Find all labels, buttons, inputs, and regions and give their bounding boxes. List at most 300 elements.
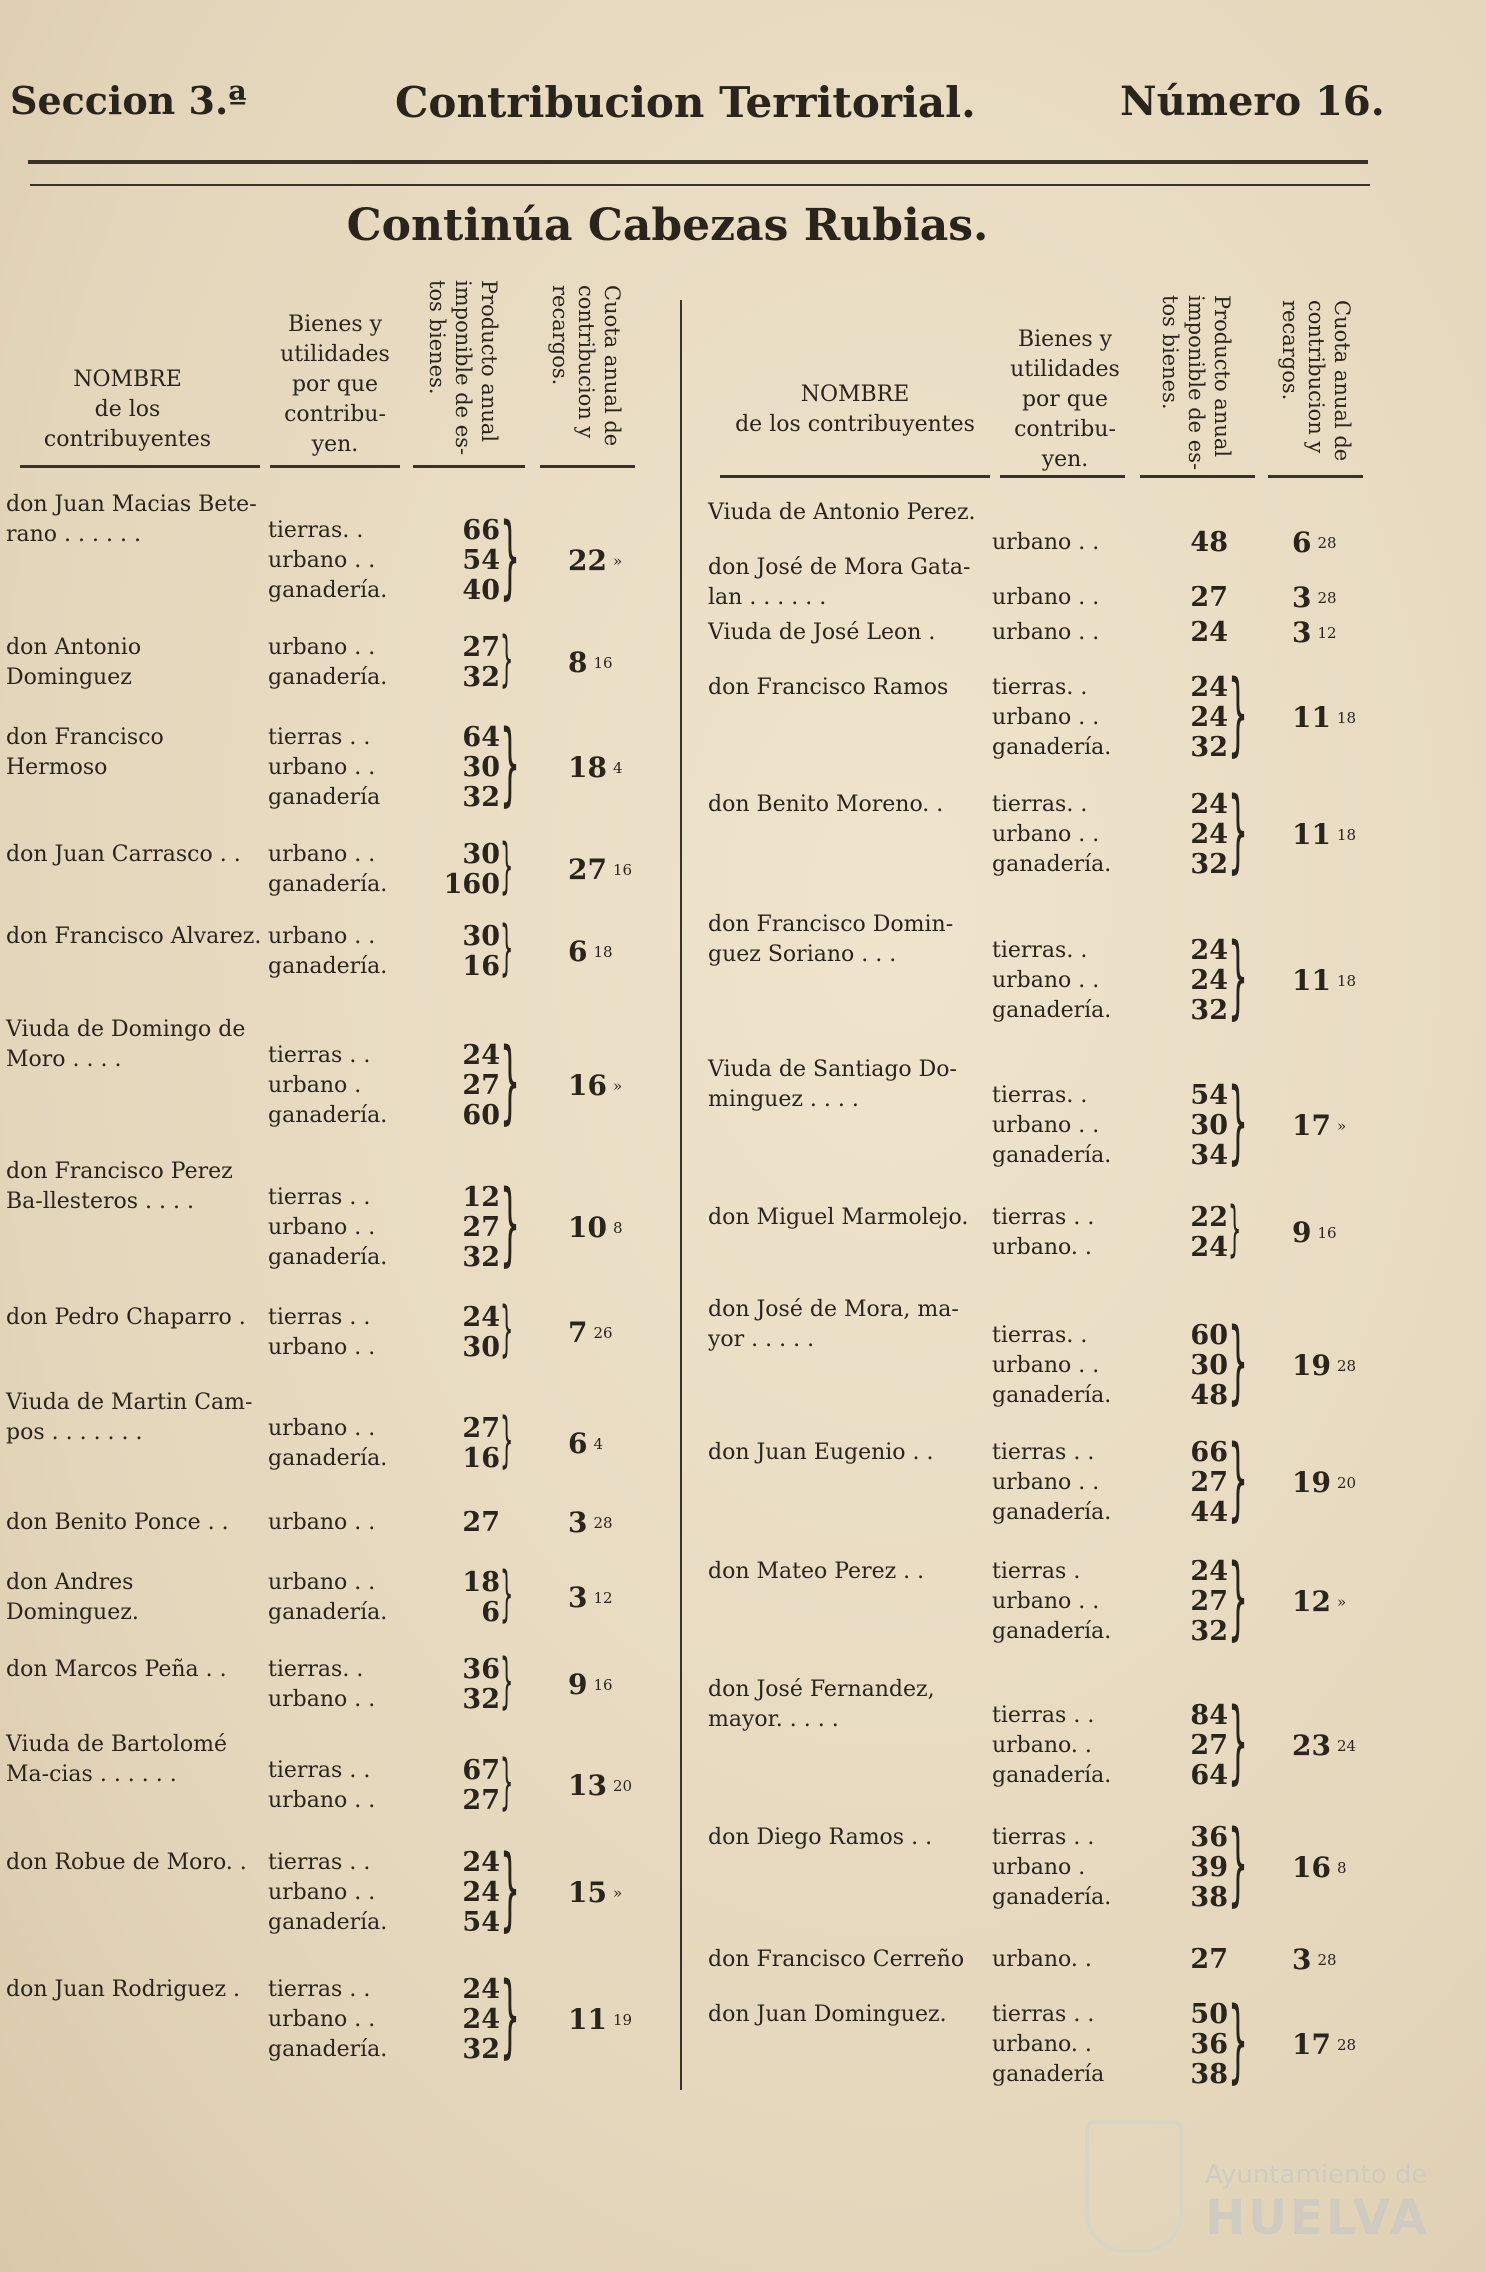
producto-value: 39	[1190, 1852, 1228, 1883]
bienes-type: urbano . .	[992, 530, 1100, 555]
contributor-name: don Diego Ramos . .	[708, 1825, 933, 1850]
producto-value: 54	[1190, 1079, 1228, 1111]
brace-icon: }	[500, 1404, 514, 1475]
bienes-type: urbano . .	[268, 635, 376, 660]
contributor-name: don Andres Dominguez.	[6, 1570, 139, 1625]
brace-icon: }	[500, 913, 514, 983]
producto-value: 27	[462, 1211, 500, 1243]
cuota-value	[568, 1318, 613, 1348]
bienes-type: tierras . .	[992, 1825, 1095, 1850]
cuota-fraction: 28	[1336, 2036, 1357, 2054]
bienes-type: urbano . .	[268, 842, 376, 867]
cuota-main: 3	[568, 1581, 588, 1614]
bienes-type: urbano . .	[268, 1214, 376, 1240]
bienes-type: tierras. .	[992, 792, 1088, 817]
producto-value: 30	[462, 752, 500, 783]
cuota-value	[1292, 1468, 1356, 1498]
bienes-type: ganadería.	[268, 1600, 388, 1625]
bienes-type: ganadería.	[992, 997, 1112, 1023]
bienes-type: ganadería.	[268, 665, 388, 690]
producto-value: 27	[462, 1784, 500, 1816]
cuota-value	[568, 1068, 623, 1102]
producto-value: 22	[1190, 1202, 1228, 1233]
brace-icon: }	[1228, 1688, 1249, 1794]
cuota-main: 15	[568, 1876, 607, 1909]
cuota-fraction: 4	[612, 759, 623, 777]
subtitle: Continúa Cabezas Rubias.	[346, 200, 989, 251]
cuota-value	[568, 1670, 613, 1700]
brace-icon: }	[1228, 1811, 1249, 1916]
contributor-name: don Francisco Cerreño	[708, 1947, 965, 1972]
cuota-fraction: 28	[1317, 589, 1337, 607]
cuota-fraction: 16	[1317, 1224, 1337, 1242]
cuota-value	[1292, 618, 1337, 648]
producto-value: 44	[1190, 1497, 1228, 1528]
bienes-type: tierras .	[992, 1559, 1081, 1584]
header-rule	[28, 160, 1368, 164]
producto-value: 24	[462, 1039, 500, 1071]
bienes-type: urbano .	[992, 1855, 1086, 1880]
header-nombre-left	[10, 365, 245, 455]
cuota-main: 27	[568, 853, 607, 886]
producto-value: 32	[462, 1684, 500, 1715]
bienes-type: urbano . .	[268, 1335, 376, 1360]
producto-value: 27	[462, 1507, 500, 1538]
contributor-name: don José de Mora Gata-lan . . . . . .	[708, 555, 971, 610]
cuota-fraction: 12	[1317, 624, 1337, 642]
producto-value: 27	[462, 632, 500, 663]
contributor-name: don Benito Moreno. .	[708, 792, 944, 817]
bienes-type: urbano . .	[992, 1470, 1100, 1495]
cuota-fraction: 28	[1336, 1356, 1357, 1375]
cuota-value	[568, 2005, 632, 2035]
bienes-type: urbano . .	[268, 1880, 376, 1905]
cuota-main: 9	[1292, 1216, 1312, 1249]
cuota-value	[568, 1583, 613, 1613]
producto-value: 27	[1190, 1586, 1228, 1617]
cuota-value	[1292, 1108, 1347, 1142]
cuota-value	[568, 753, 623, 783]
producto-value: 66	[462, 514, 500, 546]
cuota-value	[568, 1768, 633, 1802]
producto-value: 32	[462, 662, 500, 693]
cuota-value	[1292, 583, 1337, 613]
producto-value: 32	[462, 782, 500, 813]
cuota-fraction: 28	[1317, 1951, 1337, 1969]
contributor-name: don Mateo Perez . .	[708, 1559, 925, 1584]
producto-value: 36	[1190, 1822, 1228, 1853]
brace-icon: }	[1228, 1308, 1249, 1414]
producto-value: 24	[1190, 702, 1228, 733]
bienes-type: urbano. .	[992, 1947, 1092, 1972]
cuota-fraction: 26	[593, 1324, 613, 1342]
contributor-name: don Juan Carrasco . .	[6, 842, 241, 867]
bienes-type: urbano . .	[268, 924, 376, 949]
cuota-main: 6	[1292, 526, 1312, 559]
brace-icon: }	[1228, 1194, 1242, 1264]
watermark-seal-icon	[1085, 2120, 1183, 2253]
header-underline	[720, 475, 990, 478]
cuota-main: 17	[1292, 2028, 1331, 2061]
cuota-value	[1292, 1218, 1337, 1248]
cuota-main: 3	[1292, 1943, 1312, 1976]
bienes-type: tierras . .	[268, 1977, 371, 2002]
contributor-name: don Marcos Peña . .	[6, 1657, 227, 1682]
cuota-fraction: 8	[612, 1218, 623, 1237]
cuota-value	[568, 1878, 622, 1908]
cuota-main: 11	[1292, 963, 1331, 997]
brace-icon: }	[500, 1028, 521, 1134]
cuota-fraction: 28	[1317, 534, 1337, 552]
contributor-name: don Juan Dominguez.	[708, 2002, 947, 2027]
cuota-main: 16	[1292, 1851, 1331, 1884]
cuota-fraction: 12	[593, 1589, 613, 1607]
cuota-main: 23	[1292, 1728, 1331, 1762]
producto-value: 32	[1190, 1616, 1228, 1647]
bienes-type: urbano . .	[268, 2007, 376, 2032]
producto-value: 34	[1190, 1139, 1228, 1171]
cuota-main: 6	[568, 935, 588, 968]
producto-value: 24	[1190, 1232, 1228, 1263]
cuota-fraction: 28	[593, 1514, 613, 1532]
bienes-type: ganadería.	[268, 1910, 388, 1935]
producto-value: 6	[481, 1597, 500, 1628]
cuota-main: 11	[1292, 818, 1331, 851]
bienes-type: urbano . .	[992, 822, 1100, 847]
cuota-main: 13	[568, 1768, 607, 1802]
bienes-type: tierras . .	[268, 1757, 371, 1783]
producto-value: 60	[1190, 1319, 1228, 1351]
producto-value: 36	[462, 1654, 500, 1685]
bienes-type: tierras . .	[992, 1440, 1095, 1465]
producto-value: 160	[443, 869, 500, 900]
bienes-type: tierras. .	[268, 517, 364, 543]
bienes-type: ganadería.	[992, 1500, 1112, 1525]
producto-value: 12	[462, 1181, 500, 1213]
brace-icon: }	[500, 1963, 521, 2068]
cuota-fraction: 20	[1336, 1474, 1357, 1492]
producto-value: 48	[1190, 527, 1228, 558]
bienes-type: tierras . .	[268, 1305, 371, 1330]
bienes-type: urbano. .	[992, 1732, 1092, 1758]
contributor-name: Viuda de Domingo de Moro . . . .	[6, 1017, 246, 1072]
producto-value: 67	[462, 1754, 500, 1786]
producto-value: 32	[1190, 994, 1228, 1026]
cuota-fraction: 20	[612, 1776, 633, 1795]
brace-icon: }	[500, 1746, 514, 1817]
producto-value: 27	[1190, 582, 1228, 613]
producto-value: 24	[462, 2004, 500, 2035]
bienes-type: urbano . .	[992, 705, 1100, 730]
cuota-main: 18	[568, 751, 607, 784]
bienes-type: tierras . .	[992, 2002, 1095, 2027]
header-underline	[413, 465, 525, 468]
cuota-main: 19	[1292, 1348, 1331, 1382]
header-underline	[20, 465, 260, 468]
brace-icon: }	[1228, 1068, 1249, 1174]
producto-value: 16	[462, 1442, 500, 1474]
cuota-fraction: 18	[593, 943, 613, 961]
bienes-type: tierras . .	[268, 1850, 371, 1875]
brace-icon: }	[500, 503, 521, 609]
cuota-value	[568, 937, 613, 967]
cuota-value	[1292, 1728, 1357, 1762]
cuota-main: 3	[1292, 616, 1312, 649]
contributor-name: Viuda de Santiago Do-minguez . . . .	[708, 1057, 957, 1112]
producto-value: 36	[1190, 2029, 1228, 2060]
producto-value: 24	[1190, 964, 1228, 996]
cuota-fraction: 4	[593, 1434, 604, 1453]
cuota-fraction: 16	[593, 1676, 613, 1694]
producto-value: 27	[1190, 1729, 1228, 1761]
header-rule-thin	[30, 184, 1370, 186]
cuota-main: 19	[1292, 1466, 1331, 1499]
cuota-main: 3	[1292, 581, 1312, 614]
bienes-type: ganadería.	[268, 954, 388, 979]
bienes-type: urbano . .	[268, 1570, 376, 1595]
bienes-type: urbano . .	[992, 1589, 1100, 1614]
brace-icon: }	[500, 711, 521, 816]
cuota-main: 12	[1292, 1585, 1331, 1618]
header-cuota-left: Cuota anual de contribucion y recargos.	[548, 285, 624, 447]
bienes-type: ganadería.	[992, 852, 1112, 877]
cuota-value	[568, 1508, 613, 1538]
cuota-value	[568, 543, 623, 577]
producto-value: 66	[1190, 1437, 1228, 1468]
cuota-fraction: 8	[1336, 1859, 1347, 1877]
header-nombre-right	[720, 380, 990, 440]
cuota-fraction: »	[612, 1076, 623, 1095]
contributor-name: Viuda de Bartolomé Ma-cias . . . . . .	[6, 1732, 228, 1787]
bienes-type: tierras. .	[992, 937, 1088, 963]
section-label: Seccion 3.ª	[10, 78, 247, 123]
cuota-main: 11	[1292, 701, 1331, 734]
cuota-fraction: 16	[612, 861, 633, 879]
cuota-main: 8	[568, 646, 588, 679]
header-bienes-left: Bienes y utilidades por que contribu-yen.	[280, 312, 390, 457]
contributor-name: don Francisco Perez Ba-llesteros . . . .	[6, 1159, 233, 1214]
brace-icon: }	[1228, 923, 1249, 1029]
contributor-name: don Robue de Moro. .	[6, 1850, 247, 1875]
bienes-type: tierras . .	[992, 1702, 1095, 1728]
producto-value: 50	[1190, 1999, 1228, 2030]
producto-value: 54	[462, 544, 500, 576]
cuota-fraction: 18	[1336, 826, 1357, 844]
bienes-type: ganadería.	[268, 1244, 388, 1270]
contributor-name: don José de Mora, ma-yor . . . . .	[708, 1297, 959, 1352]
contributor-name: Viuda de José Leon .	[708, 620, 936, 645]
cuota-main: 16	[568, 1068, 607, 1102]
cuota-value	[568, 648, 613, 678]
cuota-value	[568, 855, 632, 885]
brace-icon: }	[1228, 1426, 1249, 1531]
contributor-name: don Francisco Hermoso	[6, 725, 164, 780]
producto-value: 24	[462, 1877, 500, 1908]
bienes-type: ganadería.	[268, 1102, 388, 1128]
brace-icon: }	[500, 831, 514, 901]
bienes-type: urbano . .	[992, 1352, 1100, 1378]
bienes-type: ganadería.	[992, 735, 1112, 760]
contributor-name: Viuda de Martin Cam-pos . . . . . . .	[6, 1390, 253, 1445]
bienes-type: ganadería	[268, 785, 381, 810]
bienes-type: urbano . .	[268, 1415, 376, 1441]
bienes-type: ganadería	[992, 2062, 1105, 2087]
producto-value: 30	[462, 1332, 500, 1363]
brace-icon: }	[1228, 661, 1249, 766]
bienes-type: ganadería.	[992, 1382, 1112, 1408]
contributor-name: don Francisco Domin-guez Soriano . . .	[708, 912, 954, 967]
brace-icon: }	[500, 624, 514, 694]
producto-value: 27	[1190, 1944, 1228, 1975]
contributor-name: don Francisco Ramos	[708, 675, 949, 700]
cuota-value	[1292, 2030, 1356, 2060]
bienes-type: tierras. .	[268, 1657, 364, 1682]
header-underline	[270, 465, 400, 468]
producto-value: 38	[1190, 1882, 1228, 1913]
contributor-name: don Miguel Marmolejo.	[708, 1205, 969, 1230]
header-nombre-title: NOMBRE	[73, 367, 182, 392]
header-cuota-right: Cuota anual de contribucion y recargos.	[1278, 300, 1354, 462]
cuota-main: 7	[568, 1316, 588, 1349]
cuota-value	[568, 1210, 623, 1244]
cuota-fraction: »	[612, 1884, 623, 1902]
watermark-small: Ayuntamiento de	[1205, 2160, 1428, 2190]
contributor-name: don José Fernandez, mayor. . . . .	[708, 1677, 935, 1732]
producto-value: 32	[1190, 849, 1228, 880]
producto-value: 48	[1190, 1379, 1228, 1411]
bienes-type: ganadería.	[992, 1885, 1112, 1910]
producto-value: 64	[462, 722, 500, 753]
brace-icon: }	[500, 1294, 514, 1364]
producto-value: 60	[462, 1099, 500, 1131]
cuota-value	[1292, 703, 1356, 733]
header-underline	[1268, 475, 1363, 478]
bienes-type: urbano . .	[992, 1112, 1100, 1138]
watermark-big: HUELVA	[1205, 2190, 1430, 2246]
bienes-type: urbano . .	[992, 620, 1100, 645]
producto-value: 32	[462, 1241, 500, 1273]
cuota-value	[1292, 528, 1337, 558]
producto-value: 27	[462, 1412, 500, 1444]
cuota-fraction: 16	[593, 654, 613, 672]
contributor-name: don Francisco Alvarez.	[6, 924, 262, 949]
brace-icon: }	[500, 1559, 514, 1629]
cuota-main: 3	[568, 1506, 588, 1539]
producto-value: 24	[1190, 1556, 1228, 1587]
page-title: Contribucion Territorial.	[395, 78, 976, 127]
producto-value: 84	[1190, 1699, 1228, 1731]
producto-value: 54	[462, 1907, 500, 1938]
producto-value: 24	[462, 1974, 500, 2005]
cuota-value	[1292, 1587, 1346, 1617]
cuota-main: 10	[568, 1210, 607, 1244]
producto-value: 24	[1190, 672, 1228, 703]
header-nombre-sub: de los contribuyentes	[43, 397, 212, 452]
header-underline	[1000, 475, 1125, 478]
contributor-name: don Benito Ponce . .	[6, 1510, 229, 1535]
header-underline	[1140, 475, 1255, 478]
bienes-type: urbano .	[268, 1072, 362, 1098]
contributor-name: don Juan Rodriguez .	[6, 1977, 241, 2002]
producto-value: 30	[1190, 1349, 1228, 1381]
producto-value: 40	[462, 574, 500, 606]
bienes-type: tierras . .	[268, 1042, 371, 1068]
bienes-type: ganadería.	[268, 872, 388, 897]
cuota-main: 11	[568, 2003, 607, 2036]
bienes-type: urbano . .	[268, 547, 376, 573]
bienes-type: urbano . .	[268, 755, 376, 780]
producto-value: 16	[462, 951, 500, 982]
bienes-type: urbano . .	[992, 585, 1100, 610]
cuota-fraction: »	[612, 551, 623, 570]
header-producto-left: Producto anual imponible de es-tos bienes.	[425, 280, 501, 456]
producto-value: 24	[462, 1847, 500, 1878]
bienes-type: tierras. .	[992, 675, 1088, 700]
cuota-fraction: 18	[1336, 971, 1357, 990]
contributor-name: don Antonio Dominguez	[6, 635, 142, 690]
cuota-fraction: »	[1336, 1593, 1347, 1611]
page-number: Número 16.	[1120, 78, 1385, 125]
cuota-main: 9	[568, 1668, 588, 1701]
brace-icon: }	[500, 1170, 521, 1276]
producto-value: 18	[462, 1567, 500, 1598]
cuota-fraction: 24	[1336, 1736, 1357, 1755]
cuota-value	[1292, 1348, 1357, 1382]
bienes-type: tierras . .	[268, 725, 371, 750]
bienes-type: urbano. .	[992, 2032, 1092, 2057]
producto-value: 30	[462, 839, 500, 870]
brace-icon: }	[1228, 1545, 1249, 1650]
producto-value: 24	[1190, 789, 1228, 820]
brace-icon: }	[500, 1836, 521, 1941]
cuota-value	[568, 1426, 604, 1460]
column-divider	[680, 300, 682, 2090]
brace-icon: }	[1228, 1988, 1249, 2093]
producto-value: 27	[462, 1069, 500, 1101]
contributor-name: don Pedro Chaparro .	[6, 1305, 246, 1330]
producto-value: 24	[1190, 934, 1228, 966]
producto-value: 32	[1190, 732, 1228, 763]
cuota-main: 17	[1292, 1108, 1331, 1142]
producto-value: 24	[1190, 819, 1228, 850]
bienes-type: urbano . .	[268, 1687, 376, 1712]
contributor-name: Viuda de Antonio Perez.	[708, 500, 976, 525]
cuota-fraction: 19	[612, 2011, 633, 2029]
bienes-type: tierras . .	[992, 1205, 1095, 1230]
bienes-type: urbano . .	[268, 1787, 376, 1813]
producto-value: 24	[1190, 617, 1228, 648]
bienes-type: ganadería.	[992, 1762, 1112, 1788]
cuota-value	[1292, 1853, 1347, 1883]
producto-value: 27	[1190, 1467, 1228, 1498]
producto-value: 64	[1190, 1759, 1228, 1791]
producto-value: 32	[462, 2034, 500, 2065]
cuota-fraction: »	[1336, 1116, 1347, 1135]
contributor-name: don Juan Macias Bete-rano . . . . . .	[6, 492, 257, 547]
bienes-type: urbano. .	[992, 1235, 1092, 1260]
bienes-type: urbano . .	[992, 967, 1100, 993]
cuota-value	[1292, 963, 1357, 997]
header-nombre-title: NOMBRE	[800, 382, 910, 407]
bienes-type: tierras . .	[268, 1184, 371, 1210]
cuota-fraction: 18	[1336, 709, 1357, 727]
bienes-type: urbano . .	[268, 1510, 376, 1535]
brace-icon: }	[1228, 778, 1249, 883]
bienes-type: ganadería.	[268, 2037, 388, 2062]
bienes-type: ganadería.	[992, 1142, 1112, 1168]
producto-value: 30	[1190, 1109, 1228, 1141]
producto-value: 24	[462, 1302, 500, 1333]
